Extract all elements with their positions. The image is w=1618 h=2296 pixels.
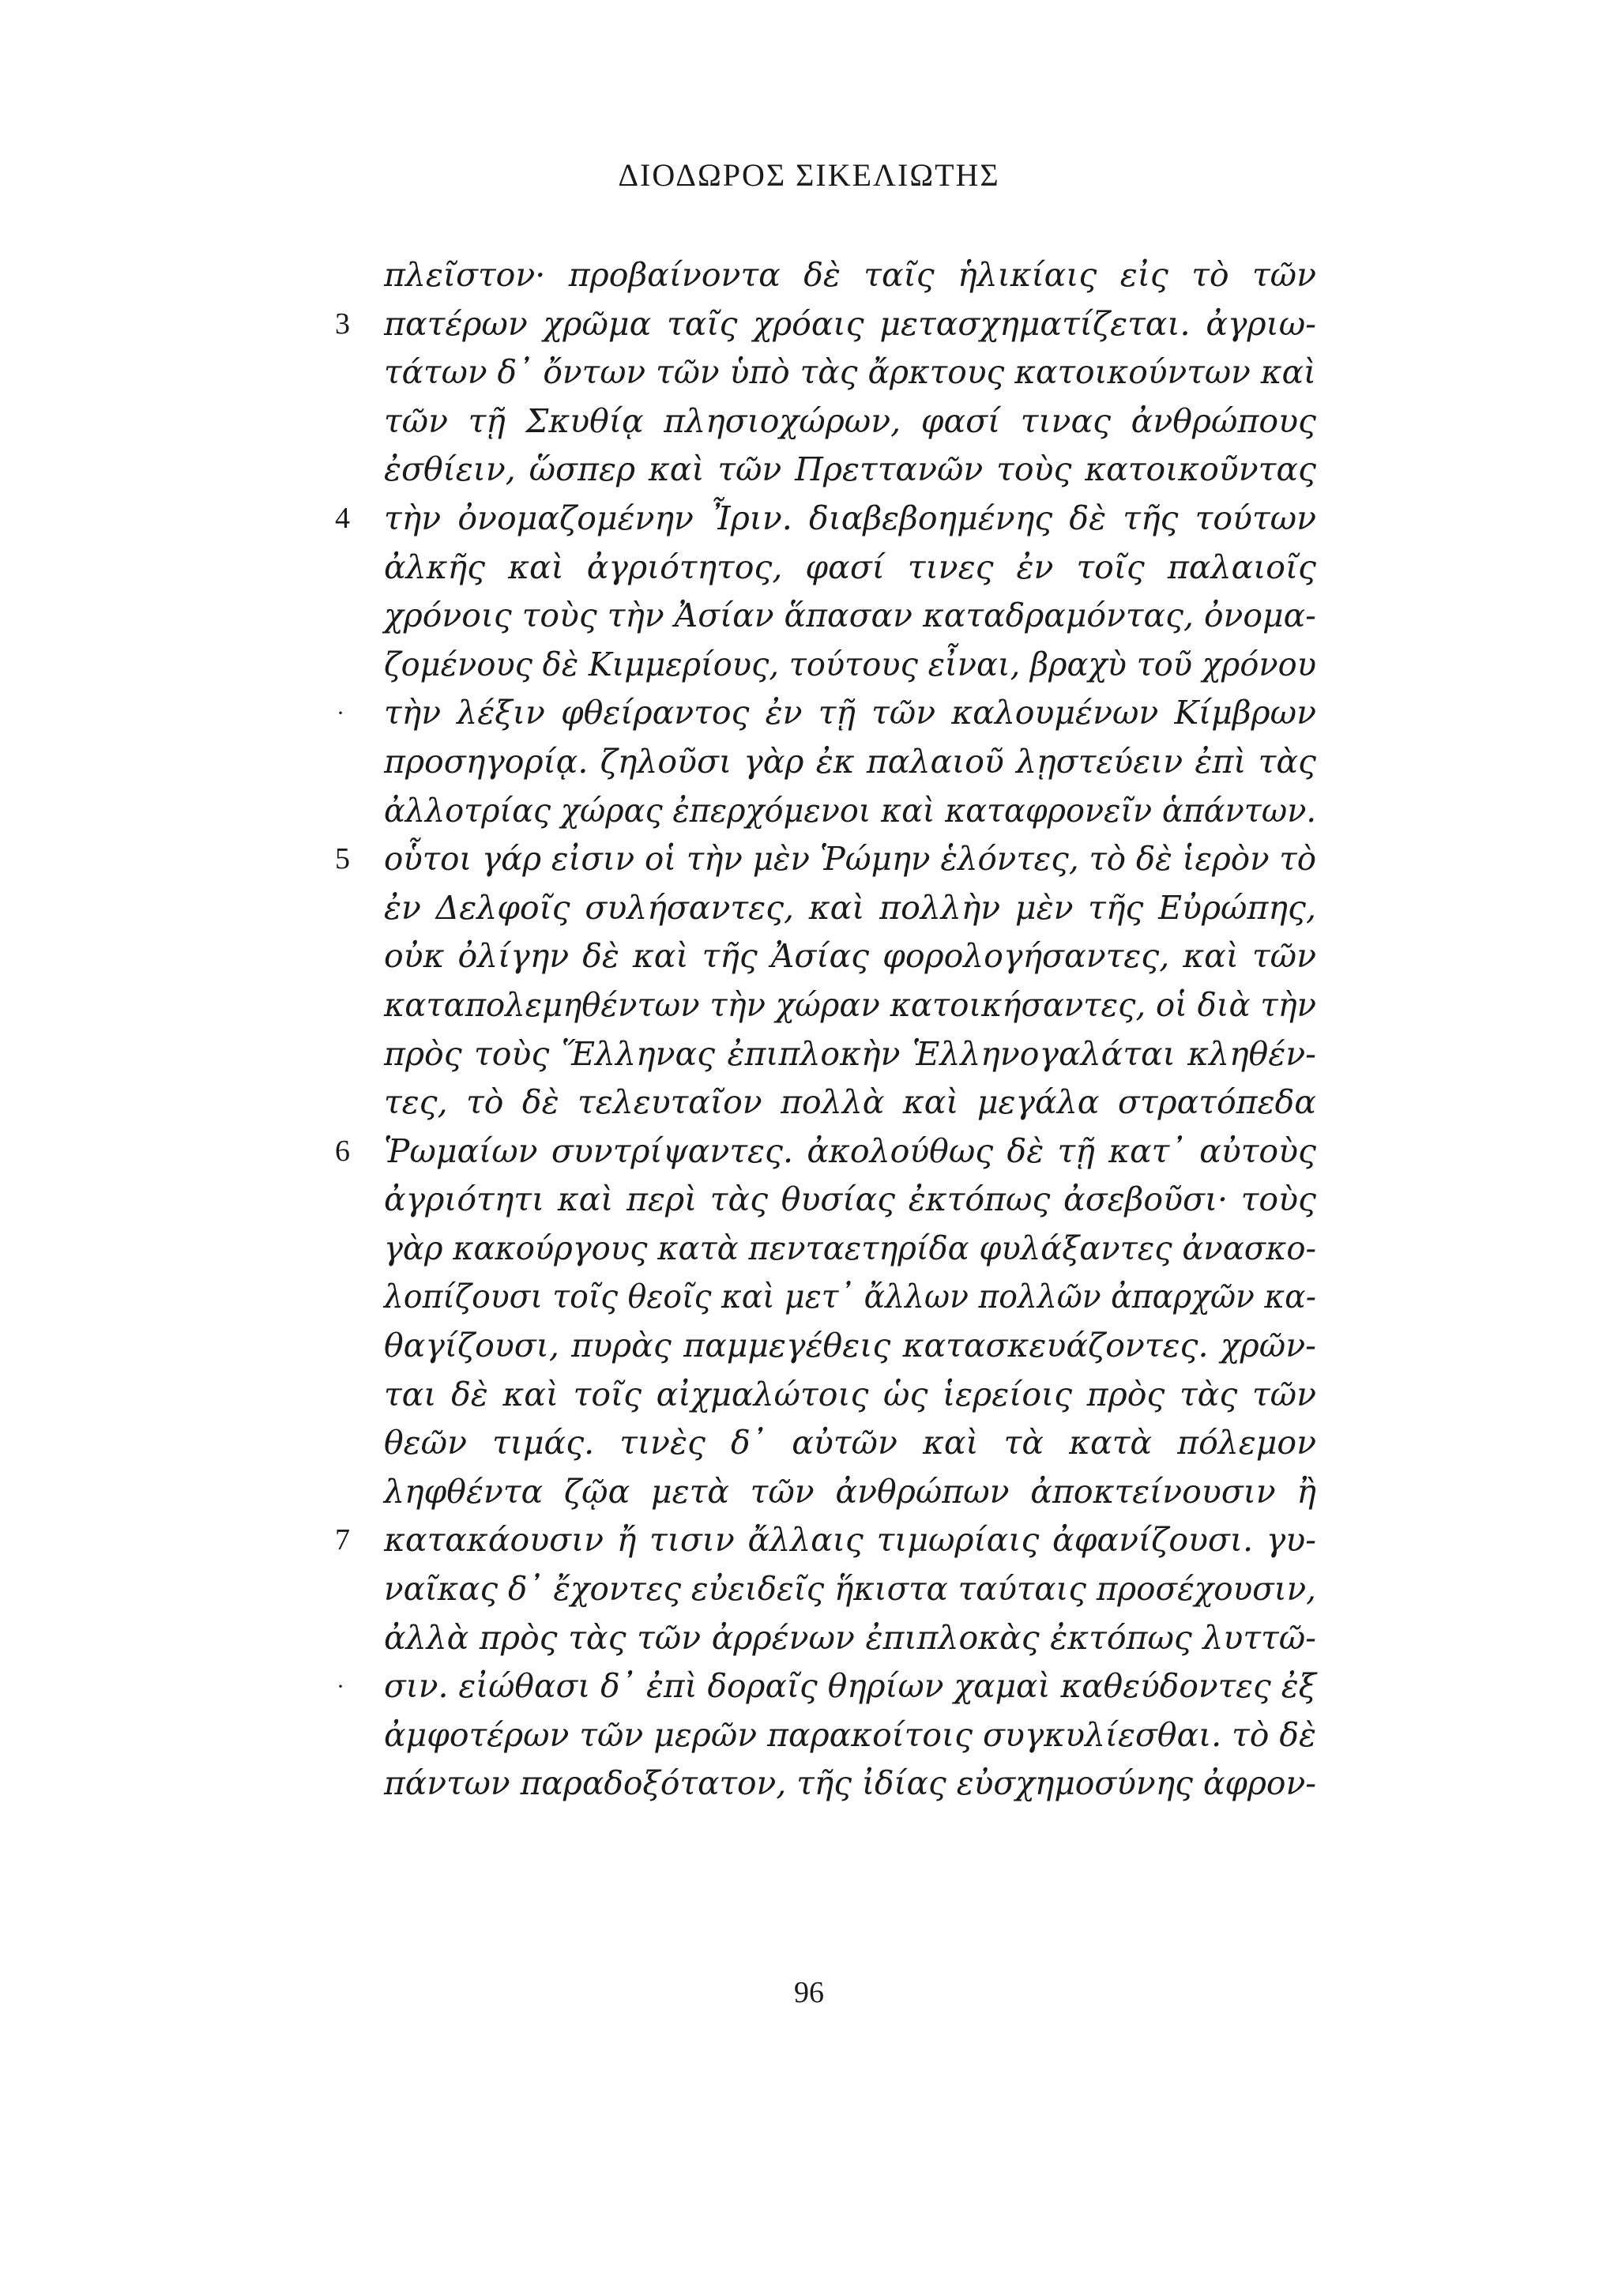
line-text: ἀλλοτρίας χώρας ἐπερχόμενοι καὶ καταφρονεῖν ἁπάντων. xyxy=(384,791,1316,830)
text-line xyxy=(384,446,1316,495)
line-text: λοπίζουσι τοῖς θεοῖς καὶ μετ᾽ ἄλλων πολλῶν ἀπαρχῶν κα- xyxy=(384,1278,1316,1316)
text-line xyxy=(384,1760,1316,1809)
line-text: κατακάουσιν ἤ τισιν ἄλλαις τιμωρίαις ἀφανίζουσι. γυ- xyxy=(384,1521,1316,1560)
line-text: καταπολεμηθέντων τὴν χώραν κατοικήσαντες, οἱ διὰ τὴν xyxy=(384,985,1316,1024)
line-text: οὐκ ὀλίγην δὲ καὶ τῆς Ἀσίας φορολογήσαντες, καὶ τῶν xyxy=(384,937,1316,976)
text-line xyxy=(384,884,1316,933)
line-text: ἐσθίειν, ὥσπερ καὶ τῶν Πρεττανῶν τοὺς κατοικοῦντας xyxy=(384,450,1316,489)
line-text: ζομένους δὲ Κιμμερίους, τούτους εἶναι, βραχὺ τοῦ χρόνου xyxy=(384,645,1316,683)
line-text: θεῶν τιμάς. τινὲς δ᾽ αὐτῶν καὶ τὰ κατὰ πόλεμον xyxy=(384,1424,1316,1462)
text-line xyxy=(384,1322,1316,1371)
line-text: οὗτοι γάρ εἰσιν οἱ τὴν μὲν Ῥώμην ἑλόντες, τὸ δὲ ἱερὸν τὸ xyxy=(384,840,1316,879)
text-line xyxy=(384,544,1316,593)
section-number: 3 xyxy=(335,307,350,341)
text-line xyxy=(384,1176,1316,1225)
line-text: Ῥωμαίων συντρίψαντες. ἀκολούθως δὲ τῇ κατ᾽ αὐτοὺς xyxy=(384,1131,1316,1170)
text-line xyxy=(384,1030,1316,1079)
text-line xyxy=(337,1662,1316,1711)
text-line xyxy=(384,1468,1316,1517)
body-text xyxy=(335,251,1316,1809)
line-text: πλεῖστον· προβαίνοντα δὲ ταῖς ἡλικίαις εἰς τὸ τῶν xyxy=(384,256,1316,294)
text-line xyxy=(335,835,1316,884)
text-line xyxy=(384,1419,1316,1468)
text-line xyxy=(384,787,1316,836)
line-text: τάτων δ᾽ ὄντων τῶν ὑπὸ τὰς ἄρκτους κατοικούντων καὶ xyxy=(384,353,1316,392)
text-line xyxy=(384,981,1316,1030)
line-text: τῶν τῇ Σκυθίᾳ πλησιοχώρων, φασί τινας ἀνθρώπους xyxy=(384,401,1316,440)
line-text: ἀλκῆς καὶ ἀγριότητος, φασί τινες ἐν τοῖς παλαιοῖς xyxy=(384,548,1316,586)
text-line xyxy=(384,738,1316,787)
text-line xyxy=(384,1614,1316,1663)
line-text: τες, τὸ δὲ τελευταῖον πολλὰ καὶ μεγάλα στρατόπεδα xyxy=(384,1083,1316,1122)
running-head: ΔΙΟΔΩΡΟΣ ΣΙΚΕΛΙΩΤΗΣ xyxy=(618,157,1000,193)
line-text: πρὸς τοὺς Ἕλληνας ἐπιπλοκὴν Ἑλληνογαλάται κληθέν- xyxy=(384,1034,1316,1073)
margin-mark: · xyxy=(337,700,344,727)
text-line xyxy=(335,495,1316,544)
text-line xyxy=(384,1078,1316,1127)
line-text: προσηγορίᾳ. ζηλοῦσι γὰρ ἐκ παλαιοῦ λῃστεύειν ἐπὶ τὰς xyxy=(384,742,1316,781)
text-line xyxy=(384,1711,1316,1760)
text-line xyxy=(384,1565,1316,1614)
text-line xyxy=(384,1371,1316,1420)
text-line xyxy=(384,251,1316,300)
line-text: πατέρων χρῶμα ταῖς χρόαις μετασχηματίζεται. ἀγριω- xyxy=(384,304,1316,343)
text-line xyxy=(384,641,1316,690)
section-number: 6 xyxy=(335,1134,350,1168)
line-text: ἀλλὰ πρὸς τὰς τῶν ἀρρένων ἐπιπλοκὰς ἐκτόπως λυττῶ- xyxy=(384,1618,1316,1657)
line-text: ἀμφοτέρων τῶν μερῶν παρακοίτοις συγκυλίεσθαι. τὸ δὲ xyxy=(384,1715,1316,1754)
text-line xyxy=(384,1273,1316,1322)
line-text: ται δὲ καὶ τοῖς αἰχμαλώτοις ὡς ἱερείοις πρὸς τὰς τῶν xyxy=(384,1375,1316,1413)
margin-mark: · xyxy=(337,1673,344,1700)
text-line xyxy=(384,592,1316,641)
text-line xyxy=(335,300,1316,349)
section-number: 7 xyxy=(335,1523,350,1557)
line-text: γὰρ κακούργους κατὰ πενταετηρίδα φυλάξαντες ἀνασκο- xyxy=(384,1229,1316,1267)
line-text: ἀγριότητι καὶ περὶ τὰς θυσίας ἐκτόπως ἀσεβοῦσι· τοὺς xyxy=(384,1180,1316,1219)
line-text: πάντων παραδοξότατον, τῆς ἰδίας εὐσχημοσύνης ἀφρον- xyxy=(384,1764,1316,1803)
line-text: ληφθέντα ζῷα μετὰ τῶν ἀνθρώπων ἀποκτείνουσιν ἢ xyxy=(384,1472,1316,1511)
text-line xyxy=(337,689,1316,738)
section-number: 5 xyxy=(335,842,350,876)
text-line xyxy=(335,1127,1316,1176)
text-line xyxy=(384,397,1316,446)
line-text: ναῖκας δ᾽ ἔχοντες εὐειδεῖς ἥκιστα ταύταις προσέχουσιν, xyxy=(384,1570,1316,1609)
page-number: 96 xyxy=(794,1976,824,2009)
text-line xyxy=(384,348,1316,397)
line-text: ἐν Δελφοῖς συλήσαντες, καὶ πολλὴν μὲν τῆς Εὐρώπης, xyxy=(384,888,1316,927)
line-text: σιν. εἰώθασι δ᾽ ἐπὶ δοραῖς θηρίων χαμαὶ καθεύδοντες ἐξ xyxy=(384,1667,1316,1706)
line-text: τὴν λέξιν φθείραντος ἐν τῇ τῶν καλουμένων Κίμβρων xyxy=(384,694,1316,732)
text-line xyxy=(335,1516,1316,1565)
text-line xyxy=(384,1225,1316,1274)
text-line xyxy=(384,932,1316,981)
section-number: 4 xyxy=(335,501,350,535)
line-text: χρόνοις τοὺς τὴν Ἀσίαν ἅπασαν καταδραμόντας, ὀνομα- xyxy=(384,597,1316,635)
line-text: θαγίζουσι, πυρὰς παμμεγέθεις κατασκευάζοντες. χρῶν- xyxy=(384,1327,1316,1365)
line-text: τὴν ὀνομαζομένην Ἶριν. διαβεβοημένης δὲ τῆς τούτων xyxy=(384,499,1316,537)
